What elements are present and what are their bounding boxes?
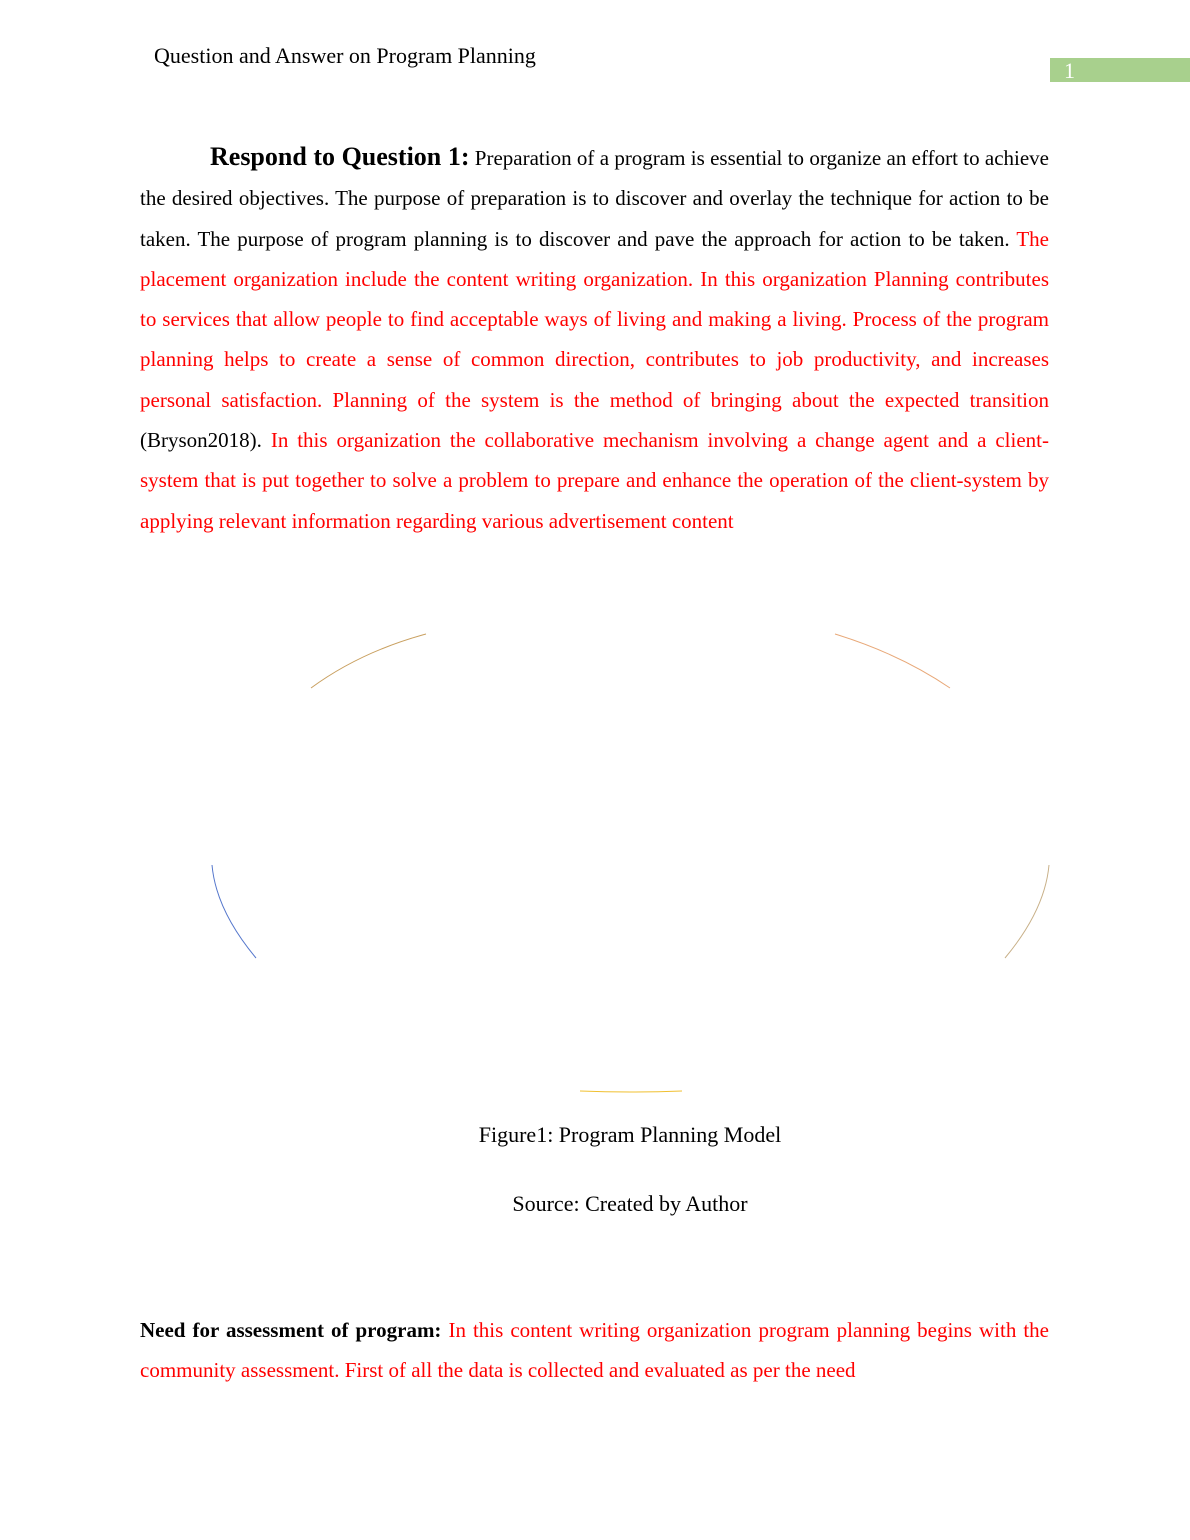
question-1-highlight-text-2: In this organization the collaborative mechanism involving a change agent and a client-system that is put together to solve a problem to prepare and enhance the operation of the client-system by applying relevant information regarding various advertisement content: [140, 428, 1049, 533]
cycle-arc-top-left: [311, 634, 426, 688]
needs-assessment-paragraph: [140, 1310, 1049, 1391]
program-planning-model-diagram: [200, 610, 1060, 1110]
page-number-badge: [1050, 58, 1190, 82]
question-1-intro-text: Preparation of a program is essential to organize an effort to achieve the desired objectives. The purpose of preparation is to discover and overlay the technique for action to be taken. The purpose of program planning is to discover and pave the approach for action to be taken.: [140, 146, 1049, 251]
cycle-arc-top-right: [835, 634, 950, 688]
question-1-heading: Respond to Question 1:: [210, 142, 470, 171]
figure-caption: Figure1: Program Planning Model: [478, 1122, 782, 1147]
needs-assessment-text: In this content writing organization program planning begins with the community assessment. First of all the data is collected and evaluated as per the need: [140, 1318, 1049, 1383]
page-number: 1: [1064, 58, 1075, 83]
needs-assessment-heading: Need for assessment of program:: [140, 1318, 442, 1342]
question-1-paragraph: [140, 137, 1049, 541]
question-1-citation: (Bryson2018).: [140, 428, 262, 453]
cycle-arc-bottom: [580, 1091, 682, 1092]
program-planning-model-figure: [200, 610, 1060, 1110]
cycle-arc-left: [212, 865, 256, 958]
question-1-highlight-text-1: The placement organization include the content writing organization. In this organization Planning contributes to services that allow people to find acceptable ways of living and making a living. Process of the program planning helps to create a sense of common direction, contributes to job productivity, and increases personal satisfaction. Planning of the system is the method of bringing about the expected transition: [140, 226, 1049, 412]
running-header-title: Question and Answer on Program Planning: [154, 43, 536, 68]
cycle-arc-right: [1005, 865, 1049, 958]
figure-source: Source: Created by Author: [512, 1191, 748, 1216]
